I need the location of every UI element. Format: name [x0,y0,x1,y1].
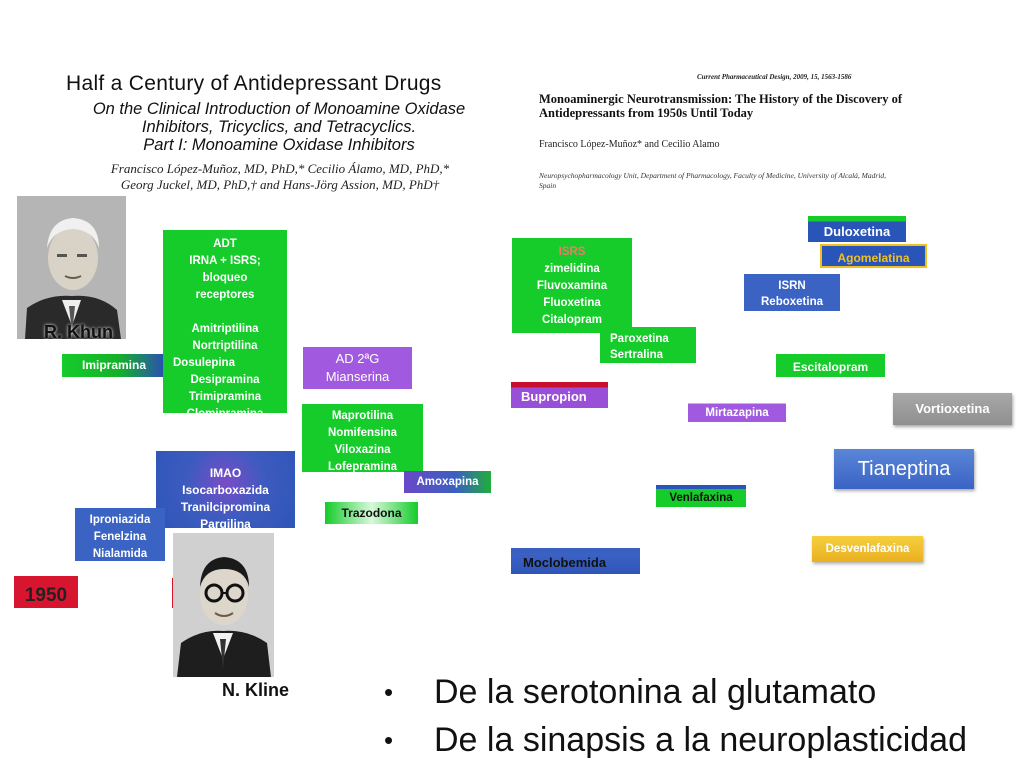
trazodona-box [325,502,418,524]
adt-line: ADT [213,238,237,250]
imao-line: IMAO [209,466,242,480]
paper-right-affiliation [539,171,886,191]
desvenlafaxina-label: Desvenlafaxina [825,543,910,555]
kuhn-photo [17,196,126,339]
paper-left-author-line: Georg Juckel, MD, PhD,† and Hans-Jörg Assion, MD, PhD† [120,177,440,192]
agomelatina-label: Agomelatina [837,251,910,265]
ad2g-line: AD 2ªG [335,351,380,366]
imao-box [156,451,295,531]
amoxapina-label: Amoxapina [416,476,479,488]
bullet-symbol: • [384,725,394,755]
iproniazida-line: Iproniazida [89,514,151,526]
adt-line: Nortriptilina [192,340,258,352]
paper-right-journal: Current Pharmaceutical Design, 2009, 15, 1563-1586 [697,73,852,81]
iproniazida-box [75,508,165,561]
imipramina-label: Imipramina [81,358,147,372]
bullet-item [384,668,967,716]
tetracyclic-box [302,404,423,472]
tianeptina-label: Tianeptina [857,458,951,480]
trazodona-label: Trazodona [341,506,402,520]
tetra-line: Lofepramina [327,461,397,473]
paroxetina-box [600,327,696,363]
paper-left-subtitle [55,100,503,154]
adt-line: Amitriptilina [191,323,259,335]
paper-right-title-line: Antidepressants from 1950s Until Today [539,106,754,120]
paper-left-subtitle-line: On the Clinical Introduction of Monoamine Oxidase [92,100,466,118]
duloxetina-label: Duloxetina [823,224,891,239]
kline-portrait-icon [173,533,274,677]
adt-line: bloqueo [202,272,248,284]
bullet-text: De la serotonina al glutamato [434,673,877,711]
imao-line: Pargilina [200,517,251,531]
ad2g-box [303,347,412,389]
amoxapina-box [404,471,491,493]
adt-line: IRNA + ISRS; [189,255,261,267]
imao-line: Tranilcipromina [180,500,271,514]
moclobemida-label: Moclobemida [523,555,607,570]
paper-left-author-line: Francisco López-Muñoz, MD, PhD,* Cecilio Álamo, MD, PhD,* [110,161,450,176]
adt-line: Trimipramina [188,391,262,403]
tetra-line: Viloxazina [334,444,391,456]
bullet-item [384,716,967,764]
bupropion-box [511,382,608,408]
bullet-text: De la sinapsis a la neuroplasticidad [434,721,967,759]
isrs-line: Citalopram [541,314,603,326]
tetra-line: Nomifensina [327,427,397,439]
paper-left-authors [80,161,480,193]
paper-left-title: Half a Century of Antidepressant Drugs [66,72,442,95]
paper-right-affiliation-line: Neuropsychopharmacology Unit, Department of Pharmacology, Faculty of Medicine, University of Alcalá, Madrid, [539,171,887,180]
bupropion-label: Bupropion [521,389,587,404]
isrs-box [512,238,632,333]
duloxetina-box [808,216,906,242]
kline-label: N. Kline [222,680,290,700]
adt-line: Dosulepina [173,357,235,369]
isrs-line: Fluvoxamina [536,280,608,292]
bullet-symbol: • [384,677,394,707]
paper-left-subtitle-line: Inhibitors, Tricyclics, and Tetracyclics. [141,118,417,136]
escitalopram-box [776,354,885,377]
adt-line [163,304,287,321]
iproniazida-line: Nialamida [92,548,148,560]
isrs-line: Fluoxetina [543,297,601,309]
tetra-line: Maprotilina [331,410,394,422]
mirtazapina-label: Mirtazapina [705,407,769,419]
tianeptina-box [834,449,974,489]
imipramina-box [62,354,166,377]
paper-right-title [539,92,902,120]
bullet-list [384,668,967,764]
imao-line: Isocarboxazida [182,483,269,497]
adt-box [163,230,287,420]
paper-right-title-line: Monoaminergic Neurotransmission: The History of the Discovery of [539,92,903,106]
kuhn-portrait-icon [17,196,126,339]
mirtazapina-box [688,400,786,422]
paroxetina-line: Paroxetina [610,333,669,345]
ad2g-line: Mianserina [325,369,390,384]
paper-right-affiliation-line: Spain [539,181,557,190]
year-1950-box [14,576,78,608]
venlafaxina-label: Venlafaxina [669,492,733,504]
isrn-line: Reboxetina [761,296,823,308]
isrn-line: ISRN [778,280,806,292]
desvenlafaxina-box [812,536,923,562]
kline-photo [173,533,274,677]
escitalopram-label: Escitalopram [792,360,869,374]
paper-right-authors: Francisco López-Muñoz* and Cecilio Alamo [539,139,720,150]
adt-line: receptores [195,289,255,301]
iproniazida-line: Fenelzina [93,531,147,543]
paroxetina-line: Sertralina [610,349,664,361]
isrn-box [744,274,840,311]
adt-line: Desipramina [190,374,260,386]
adt-line: Clomipramina [186,408,264,420]
venlafaxina-box [656,485,746,507]
vortioxetina-label: Vortioxetina [915,401,990,416]
paper-left-subtitle-line: Part I: Monoamine Oxidase Inhibitors [143,136,415,154]
kuhn-label: R. Khun [44,322,113,342]
isrs-line: zimelidina [544,263,600,275]
vortioxetina-box [893,393,1012,425]
year-label: 1950 [24,585,68,606]
moclobemida-box [511,548,640,574]
isrs-line: ISRS [558,246,586,258]
agomelatina-box [820,244,927,268]
